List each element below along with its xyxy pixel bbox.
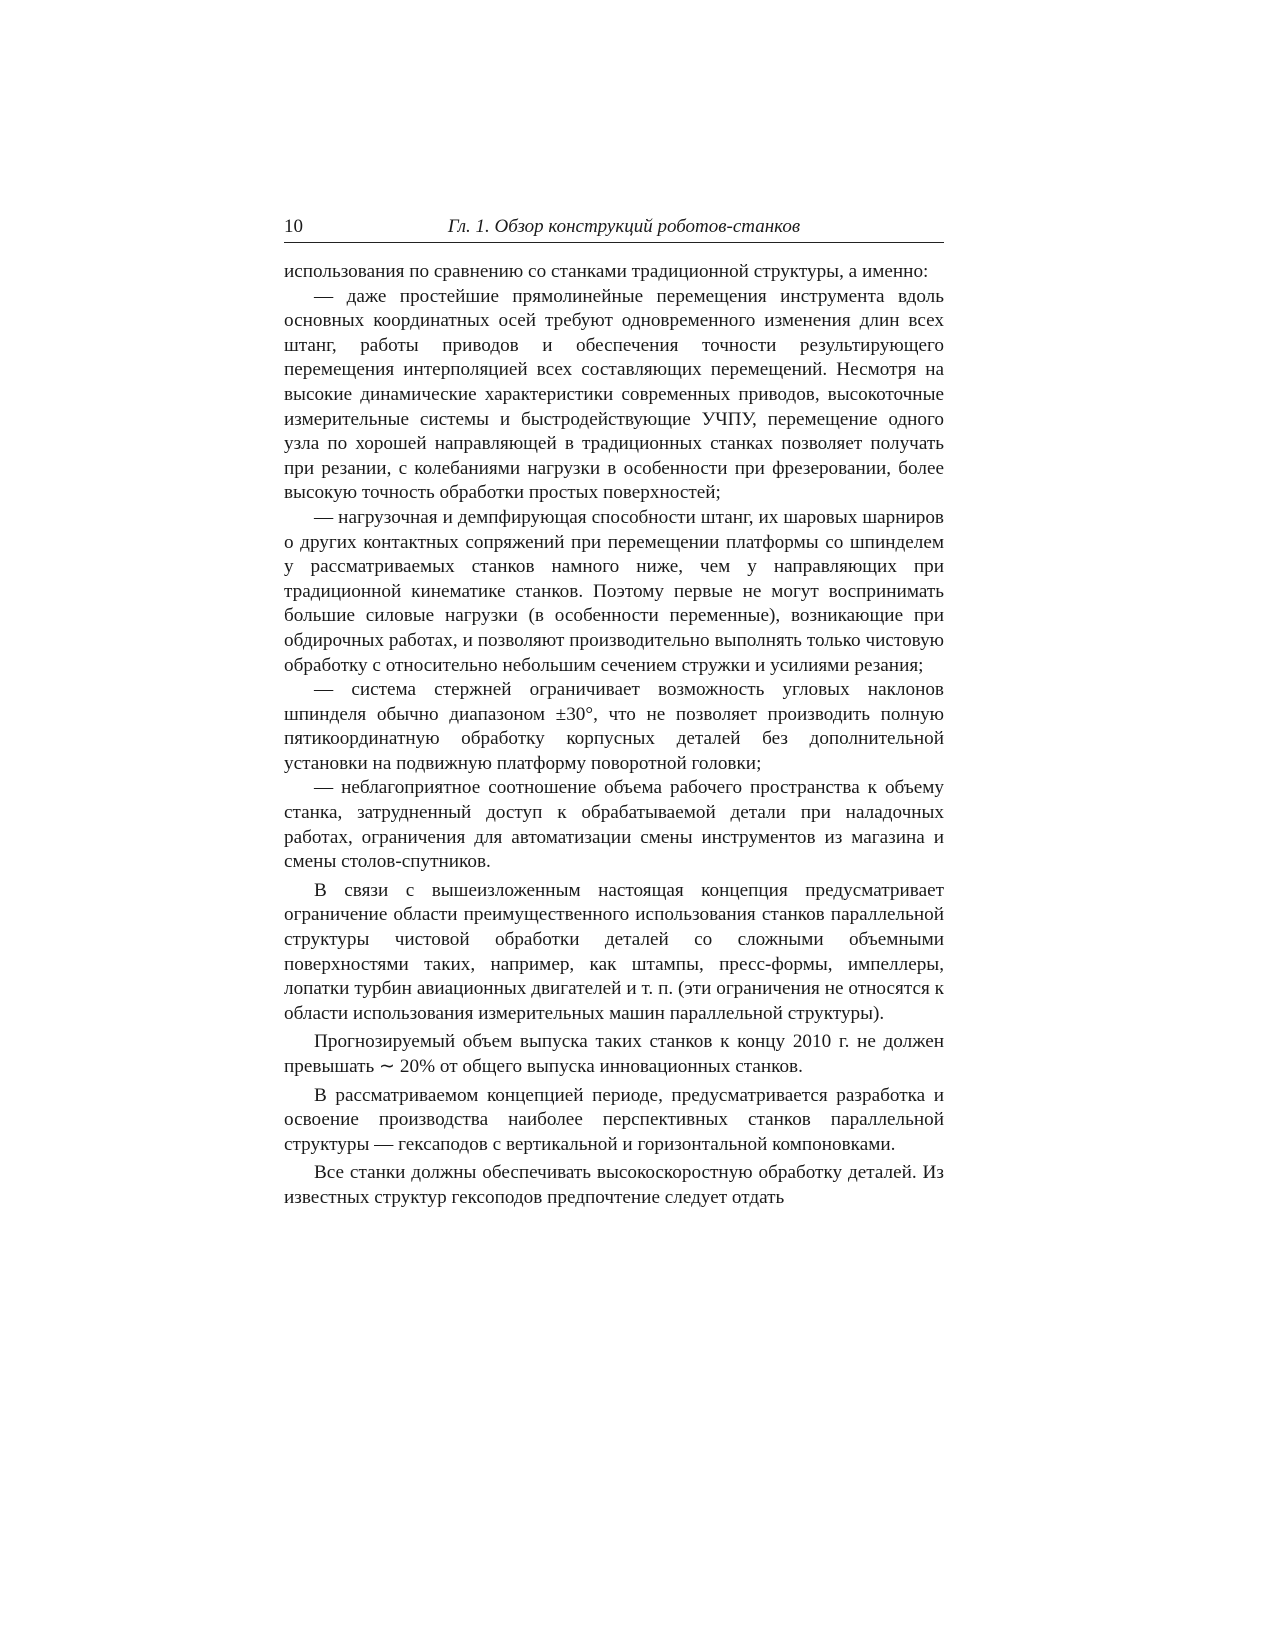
paragraph: Все станки должны обеспечивать высокоскоростную обработку деталей. Из известных структур гексоподов предпочтение следует отдать — [284, 1162, 944, 1208]
paragraph: В рассматриваемом концепцией периоде, предусматривается разработка и освоение производства наиболее перспективных станков параллельной структуры — гексаподов с вертикальной и горизонтальной компоновками. — [284, 1084, 944, 1155]
paragraph: Прогнозируемый объем выпуска таких станков к концу 2010 г. не должен превышать ∼ 20% от общего выпуска инновационных станков. — [284, 1031, 944, 1077]
list-item: — система стержней ограничивает возможность угловых наклонов шпинделя обычно диапазоном ±30°, что не позволяет производить полную пятикоординатную обработку корпусных деталей без дополнительной установки на подвижную платформу поворотной головки; — [284, 679, 944, 774]
list-item: — неблагоприятное соотношение объема рабочего пространства к объему станка, затрудненный доступ к обрабатываемой детали при наладочных работах, ограничения для автоматизации смены инструментов из магазина и смены столов-спутников. — [284, 777, 944, 873]
running-title: Гл. 1. Обзор конструкций роботов-станков — [447, 216, 801, 237]
list-item: — даже простейшие прямолинейные перемещения инструмента вдоль основных координатных осей требуют одновременного изменения длин всех штанг, работы приводов и обеспечения точности результирующего перемещения интерполяцией всех составляющих перемещений. Несмотря на высокие динамические характеристики современных приводов, высокоточные измерительные системы и быстродействующие УЧПУ, перемещение одного узла по хорошей направляющей в традиционных станках позволяет получать при резании, с колебаниями нагрузки в особенности при фрезеровании, более высокую точность обработки простых поверхностей; — [284, 285, 944, 504]
list-item: — нагрузочная и демпфирующая способности штанг, их шаровых шарниров о других контактных сопряжений при перемещении платформы со шпинделем у рассматриваемых станков намного ниже, чем у направляющих при традиционной кинематике станков. Поэтому первые не могут воспринимать большие силовые нагрузки (в особенности переменные), возникающие при обдирочных работах, и позволяют производительно выполнять только чистовую обработку с относительно небольшим сечением стружки и усилиями резания; — [284, 506, 944, 676]
paragraph: использования по сравнению со станками традиционной структуры, а именно: — [284, 261, 929, 282]
paragraph: В связи с вышеизложенным настоящая концепция предусматривает ограничение области преимущественного использования станков параллельной структуры чистовой обработки деталей со сложными объемными поверхностями таких, например, как штампы, пресс-формы, импеллеры, лопатки турбин авиационных двигателей и т. п. (эти ограничения не относятся к области использования измерительных машин параллельной структуры). — [284, 879, 944, 1024]
body-text — [284, 260, 944, 1211]
page-number: 10 — [284, 216, 303, 237]
page-header — [284, 216, 944, 243]
